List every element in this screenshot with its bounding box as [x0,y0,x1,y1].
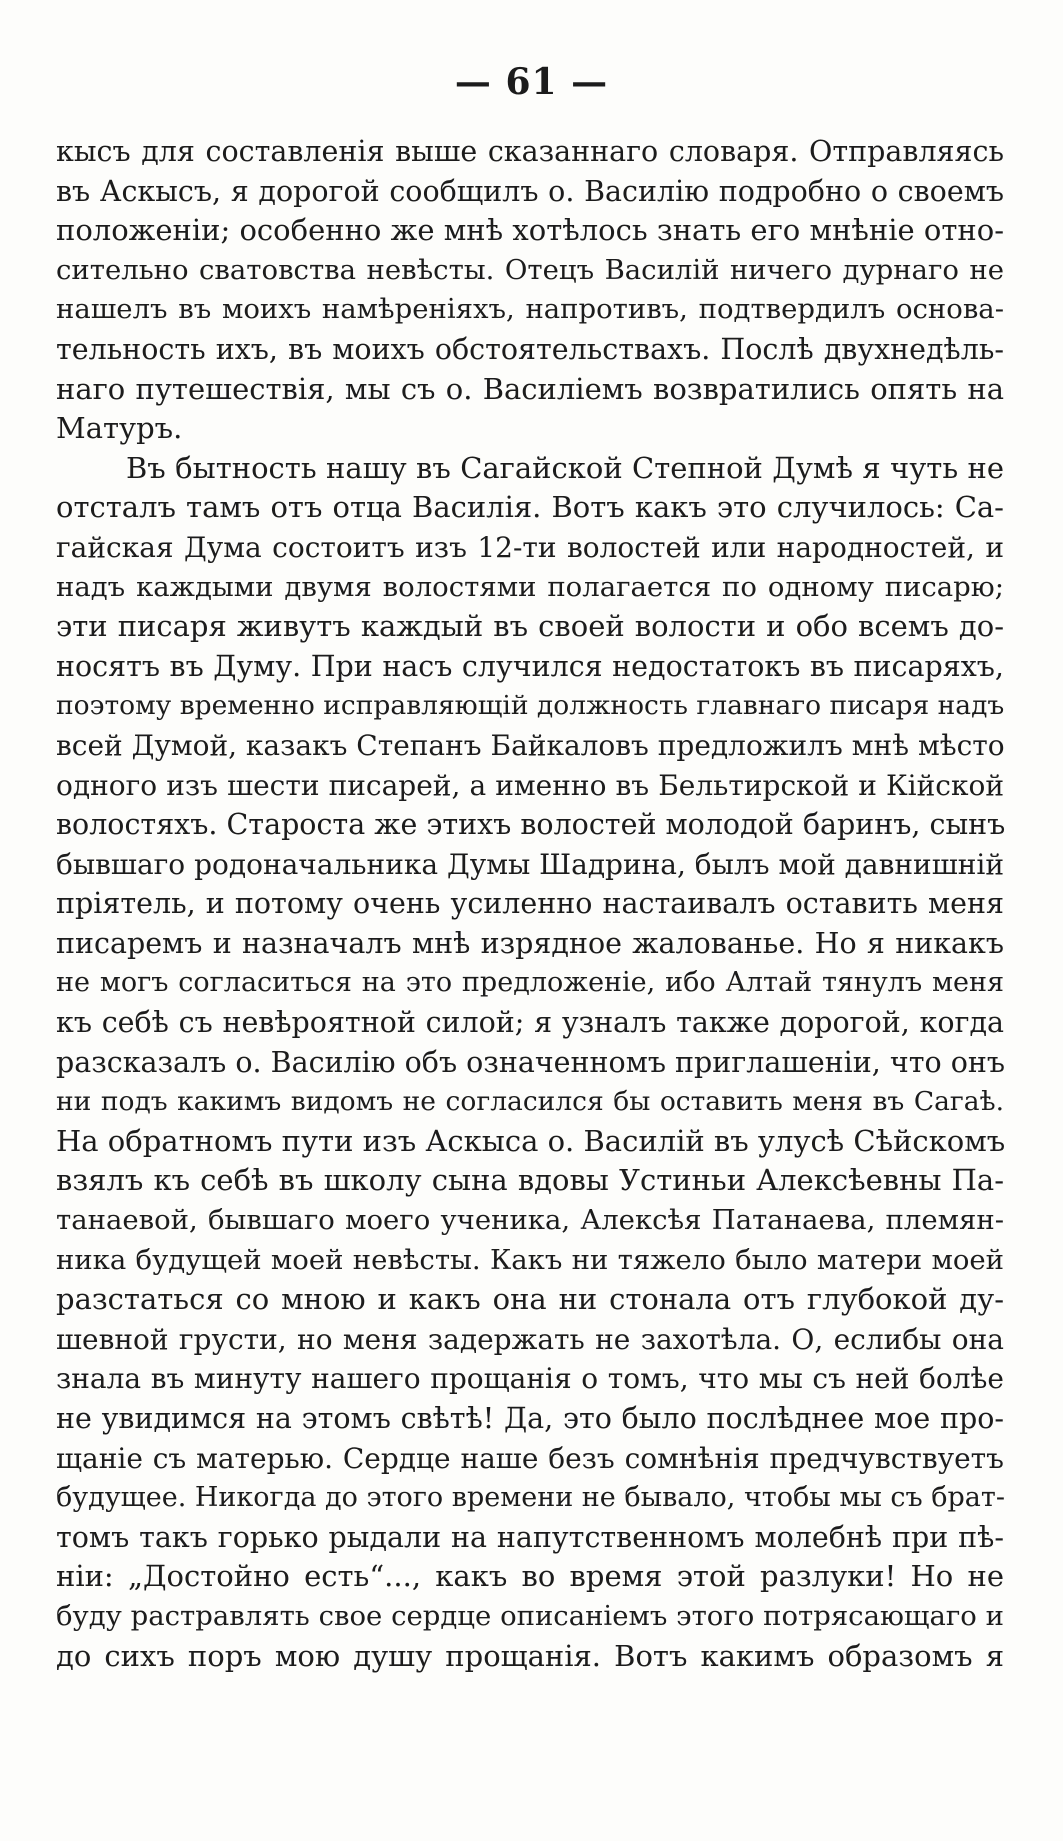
text-line: до сихъ поръ мою душу прощанія. Вотъ какимъ образомъ я [56,1638,1004,1673]
text-line: поэтому временно исправляющій должность главнаго писаря надъ [56,690,1005,722]
text-line: разсказалъ о. Василію объ означенномъ приглашеніи, что онъ [56,1045,1006,1079]
text-line: отсталъ тамъ отъ отца Василія. Вотъ какъ это случилось: Са- [56,490,1004,525]
text-line: взялъ къ себѣ въ школу сына вдовы Устиньи Алексѣевны Па- [56,1163,1004,1198]
text-line: наго путешествія, мы съ о. Василіемъ возвратились опять на [56,371,1004,406]
text-line: положеніи; особенно же мнѣ хотѣлось знать его мнѣніе отно- [56,213,1004,248]
text-line: шевной грусти, но меня задержать не захотѣла. О, еслибы она [56,1322,1004,1356]
text-line: На обратномъ пути изъ Аскыса о. Василій въ улусѣ Сѣйскомъ [56,1123,1006,1158]
text-line: Матуръ. [56,411,183,446]
text-line: носятъ въ Думу. При насъ случился недостатокъ въ писаряхъ, [56,649,1004,683]
paragraph-start-line: Въ бытность нашу въ Сагайской Степной Думѣ я чуть не [126,450,1004,485]
text-line: сительно сватовства невѣсты. Отецъ Василій ничего дурнаго не [56,253,1004,286]
text-line: не могъ согласиться на это предложеніе, ибо Алтай тянулъ меня [56,967,1004,999]
text-line: одного изъ шести писарей, а именно въ Бельтирской и Кійской [56,768,1004,802]
text-line: кыcъ для составленія выше сказаннаго словаря. Отправляясь [56,135,1004,168]
text-line: къ себѣ съ невѣроятной силой; я узналъ также дорогой, когда [56,1006,1004,1040]
text-line: гайская Дума состоитъ изъ 12-ти волостей или народностей, и [56,530,1004,564]
text-line: пріятель, и потому очень усиленно настаивалъ оставить меня [56,887,1004,921]
text-line: въ Аскысъ, я дорогой сообщилъ о. Василію подробно о своемъ [56,174,1004,208]
text-line: разстаться со мною и какъ она ни стонала отъ глубокой ду- [56,1282,1004,1317]
text-line: танаевой, бывшаго моего ученика, Алексѣя Патанаева, племян- [56,1204,1004,1237]
text-line: буду растравлять свое сердце описаніемъ этого потрясающаго и [56,1599,1004,1632]
text-line: томъ такъ горько рыдали на напутственномъ молебнѣ при пѣ- [56,1520,1004,1554]
text-line: не увидимся на этомъ свѣтѣ! Да, это было послѣднее мое про- [56,1402,1004,1435]
text-line: эти писаря живутъ каждый въ своей волости и обо всемъ до- [56,609,1004,644]
text-line: ніи: „Достойно есть“..., какъ во время этой разлуки! Но не [56,1559,1004,1594]
text-line: будущее. Никогда до этого времени не бывало, чтобы мы съ брат- [56,1482,1005,1514]
text-line: щаніе съ матерью. Сердце наше безъ сомнѣнія предчувствуетъ [56,1441,1004,1475]
text-line: надъ каждыми двумя волостями полагается по одному писарю; [56,570,1004,603]
text-line: писаремъ и назначалъ мнѣ изрядное жалованье. Но я никакъ [56,926,1004,960]
text-line: нашелъ въ моихъ намѣреніяхъ, напротивъ, подтвердилъ основа- [56,293,1004,326]
text-line: знала въ минуту нашего прощанія о томъ, что мы съ ней болѣе [56,1362,1004,1396]
page-number: — 61 — [454,61,609,103]
body-text [56,132,1004,1676]
text-line: ни подъ какимъ видомъ не согласился бы оставить меня въ Сагаѣ. [56,1086,1004,1118]
text-line: бывшаго родоначальника Думы Шадрина, былъ мой давнишній [56,847,1004,881]
text-line: всей Думой, казакъ Степанъ Байкаловъ предложилъ мнѣ мѣсто [56,728,1005,762]
text-line: волостяхъ. Староста же этихъ волостей молодой баринъ, сынъ [56,808,1006,842]
text-line: тельность ихъ, въ моихъ обстоятельствахъ. Послѣ двухнедѣль- [56,332,1004,366]
text-line: ника будущей моей невѣсты. Какъ ни тяжело было матери моей [56,1243,1004,1276]
